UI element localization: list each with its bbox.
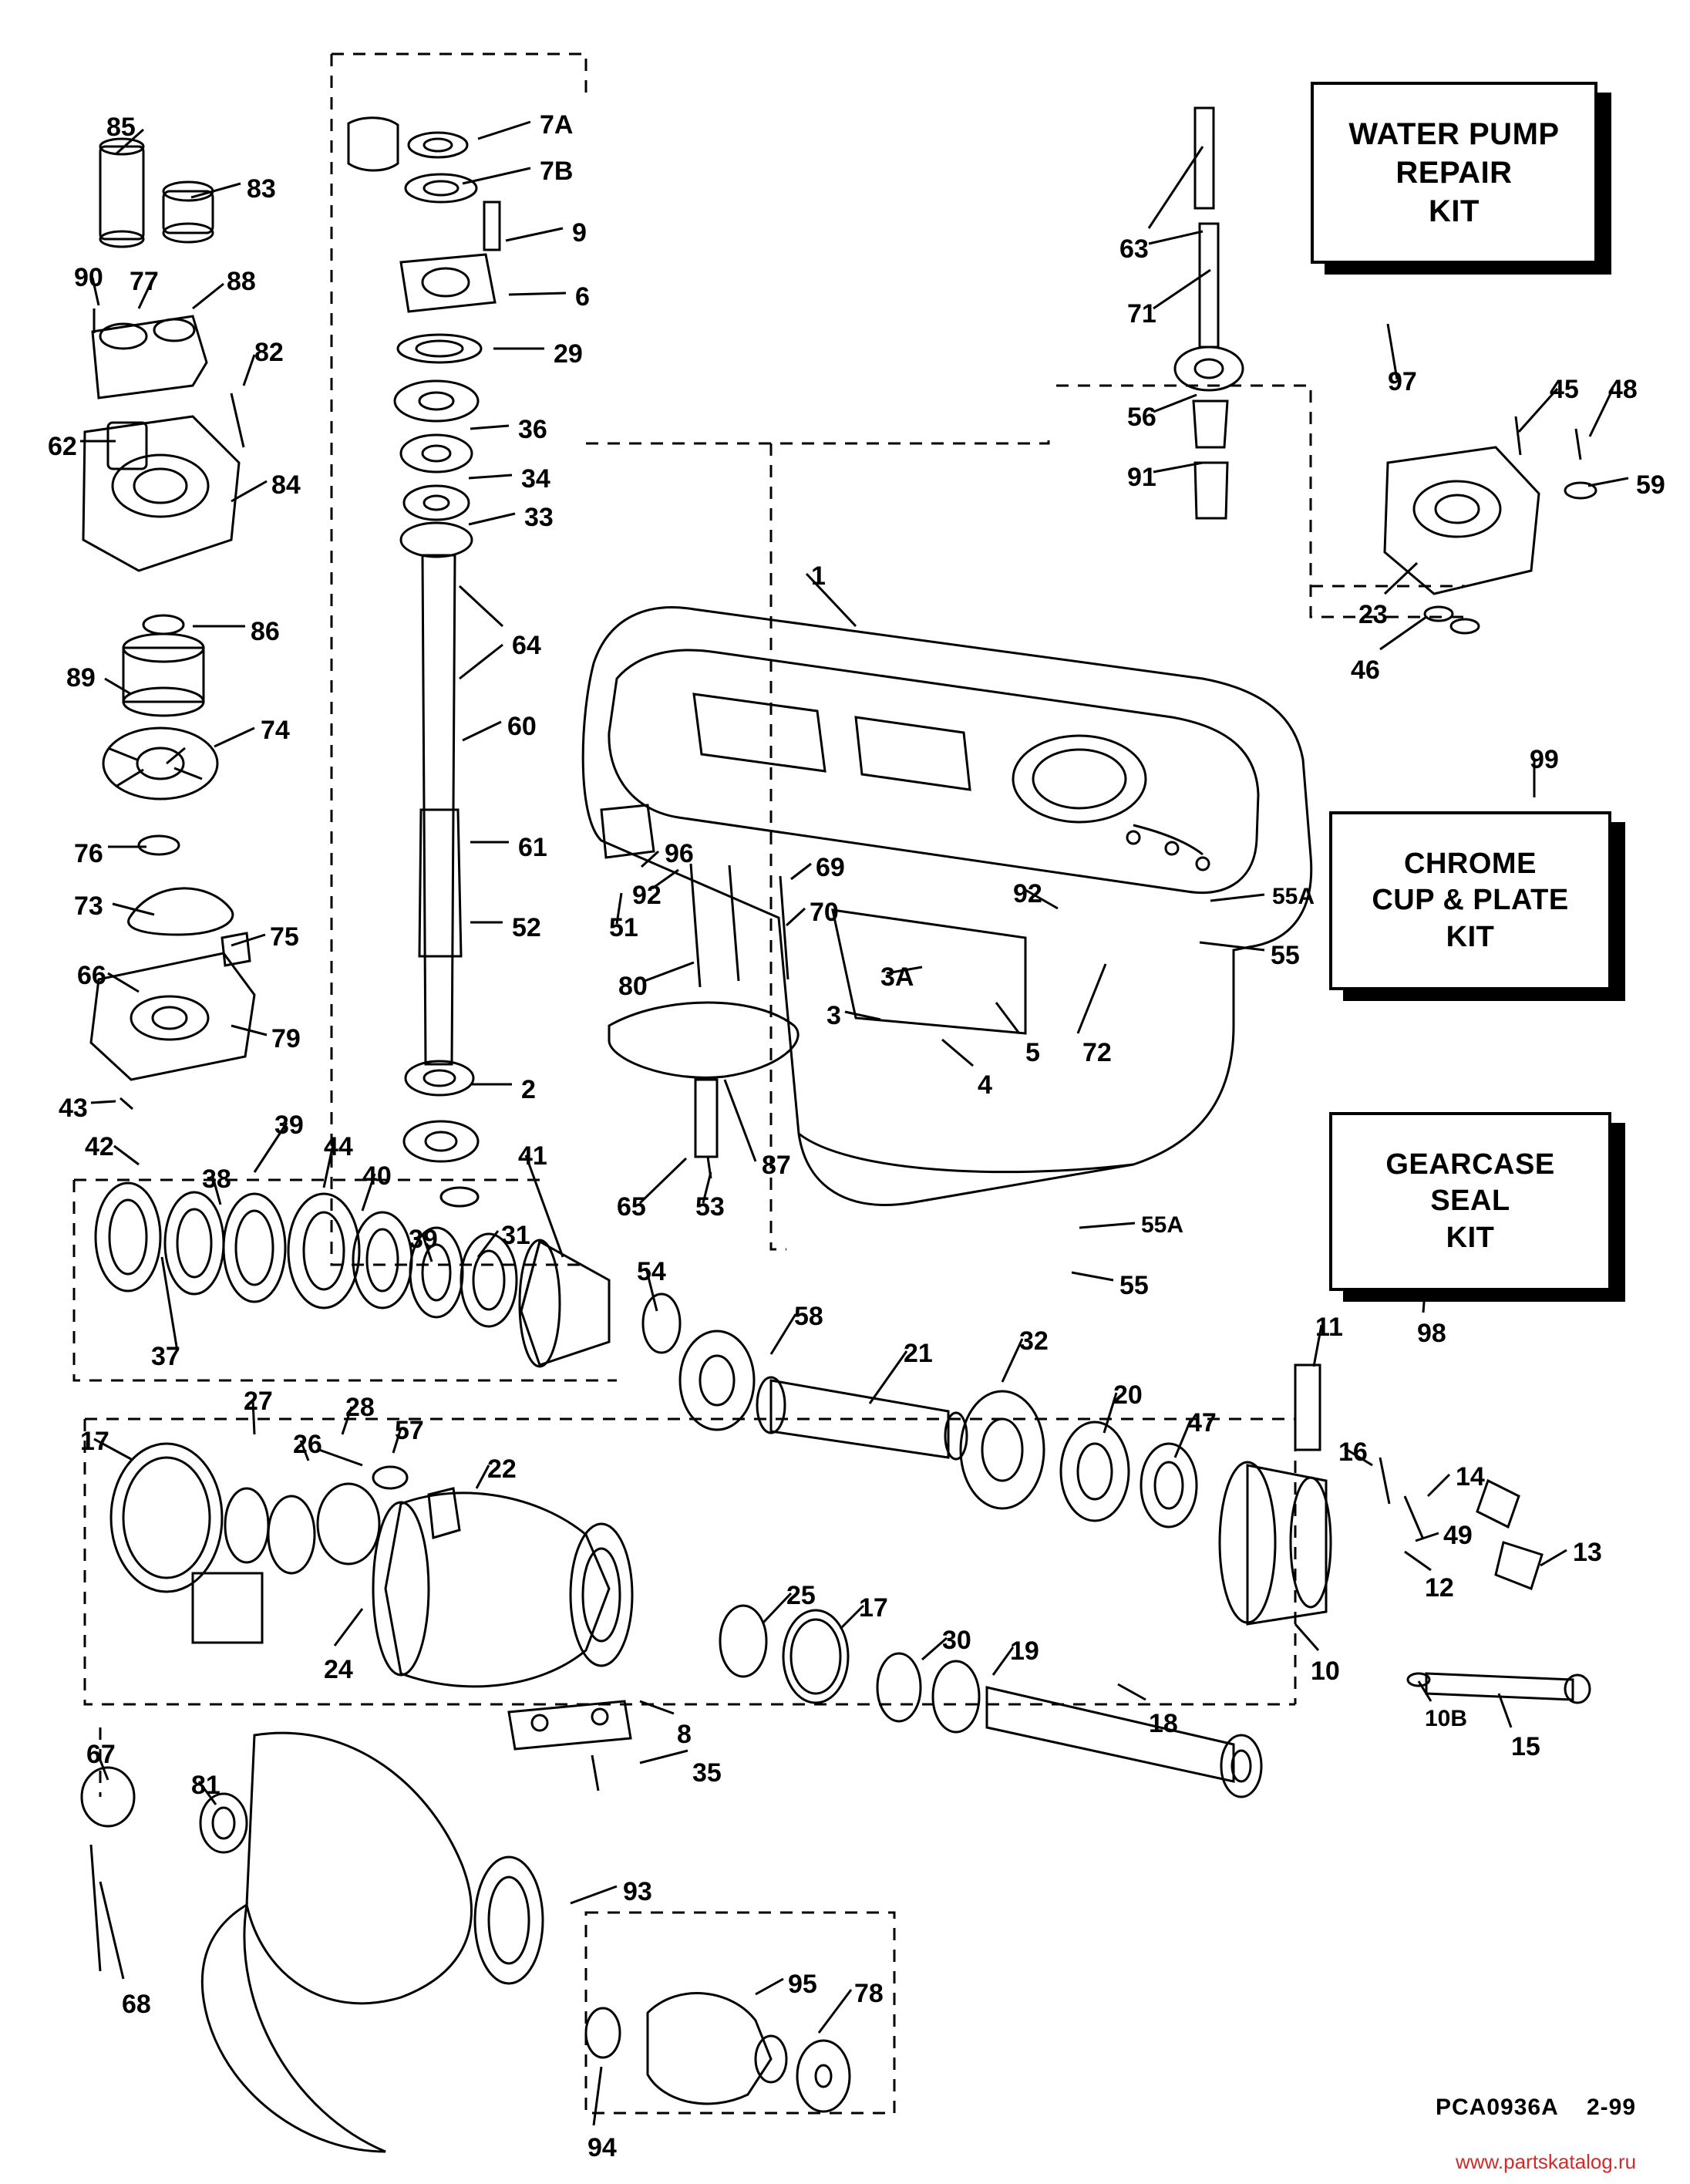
callout-17: 17 [80, 1427, 109, 1456]
callout-46: 46 [1351, 656, 1380, 685]
watermark: www.partskatalog.ru [1456, 2150, 1637, 2173]
callout-44: 44 [324, 1132, 353, 1161]
callout-49: 49 [1443, 1521, 1473, 1550]
kit-line: KIT [1429, 194, 1480, 228]
callout-39: 39 [409, 1225, 438, 1254]
callout-62: 62 [48, 432, 77, 461]
drawing-date: 2-99 [1587, 2095, 1637, 2120]
callout-55a: 55A [1141, 1212, 1184, 1238]
callout-54: 54 [637, 1257, 666, 1286]
callout-32: 32 [1019, 1326, 1049, 1356]
water-pump-repair-kit-box [1311, 82, 1597, 264]
callout-53: 53 [695, 1192, 725, 1222]
callout-82: 82 [254, 338, 284, 367]
callout-59: 59 [1636, 470, 1665, 500]
callout-86: 86 [251, 617, 280, 646]
callout-13: 13 [1573, 1538, 1602, 1567]
callout-7a: 7A [540, 110, 574, 140]
callout-27: 27 [244, 1387, 273, 1416]
callout-45: 45 [1550, 375, 1579, 404]
callout-73: 73 [74, 891, 103, 921]
drawing-code: PCA0936A [1436, 2095, 1559, 2120]
kit-line: KIT [1446, 920, 1495, 953]
callout-26: 26 [293, 1430, 322, 1459]
callout-7b: 7B [540, 157, 574, 186]
callout-94: 94 [587, 2133, 617, 2162]
callout-84: 84 [271, 470, 301, 500]
callout-5: 5 [1025, 1038, 1040, 1067]
callout-72: 72 [1082, 1038, 1112, 1067]
callout-89: 89 [66, 663, 96, 693]
callout-11: 11 [1315, 1313, 1343, 1342]
callout-6: 6 [575, 282, 590, 312]
callout-85: 85 [106, 113, 136, 142]
callout-75: 75 [270, 922, 299, 952]
kit-line: CUP & PLATE [1372, 884, 1569, 917]
callout-36: 36 [518, 415, 547, 444]
callout-3: 3 [826, 1001, 841, 1030]
callout-71: 71 [1127, 299, 1156, 329]
callout-93: 93 [623, 1877, 652, 1906]
callout-56: 56 [1127, 403, 1156, 432]
callout-2: 2 [521, 1075, 536, 1104]
callout-47: 47 [1187, 1408, 1217, 1437]
callout-74: 74 [261, 716, 290, 745]
callout-80: 80 [618, 972, 648, 1001]
kit-line: GEARCASE [1385, 1148, 1555, 1181]
kit-line: WATER PUMP [1348, 117, 1560, 151]
callout-9: 9 [572, 218, 587, 248]
callout-21: 21 [904, 1339, 933, 1368]
callout-40: 40 [362, 1161, 392, 1191]
callout-24: 24 [324, 1655, 353, 1684]
callout-10b: 10B [1425, 1706, 1468, 1731]
callout-12: 12 [1425, 1573, 1454, 1603]
callout-95: 95 [788, 1970, 817, 1999]
callout-55a: 55A [1272, 884, 1315, 909]
callout-79: 79 [271, 1024, 301, 1053]
callout-97: 97 [1388, 367, 1417, 396]
callout-34: 34 [521, 464, 550, 494]
callout-76: 76 [74, 839, 103, 868]
callout-70: 70 [810, 898, 839, 927]
callout-3a: 3A [880, 962, 914, 992]
callout-57: 57 [395, 1416, 424, 1445]
callout-55: 55 [1119, 1271, 1149, 1300]
callout-83: 83 [247, 174, 276, 204]
callout-17: 17 [859, 1593, 888, 1623]
callout-58: 58 [794, 1302, 823, 1331]
callout-81: 81 [191, 1771, 221, 1800]
callout-42: 42 [85, 1132, 114, 1161]
callout-52: 52 [512, 913, 541, 942]
callout-99: 99 [1530, 745, 1559, 774]
callout-18: 18 [1149, 1709, 1178, 1738]
callout-66: 66 [77, 961, 106, 990]
callout-87: 87 [762, 1151, 791, 1180]
gearcase-seal-kit-box [1329, 1112, 1611, 1291]
callout-33: 33 [524, 503, 554, 532]
callout-15: 15 [1511, 1732, 1540, 1761]
callout-10: 10 [1311, 1657, 1340, 1686]
kit-line: KIT [1446, 1221, 1495, 1254]
callout-30: 30 [942, 1626, 971, 1655]
callout-43: 43 [59, 1094, 88, 1123]
callout-90: 90 [74, 263, 103, 292]
callout-69: 69 [816, 853, 845, 882]
callout-92: 92 [1013, 879, 1042, 908]
callout-22: 22 [487, 1454, 517, 1484]
callout-38: 38 [202, 1164, 231, 1194]
callout-48: 48 [1608, 375, 1638, 404]
callout-98: 98 [1417, 1319, 1446, 1348]
callout-64: 64 [512, 631, 541, 660]
callout-63: 63 [1119, 234, 1149, 264]
callout-29: 29 [554, 339, 583, 369]
callout-60: 60 [507, 712, 537, 741]
callout-65: 65 [617, 1192, 646, 1222]
callout-39: 39 [274, 1111, 304, 1140]
kit-line: CHROME [1404, 847, 1537, 880]
kit-line: SEAL [1430, 1185, 1510, 1218]
callout-67: 67 [86, 1740, 116, 1769]
callout-91: 91 [1127, 463, 1156, 492]
callout-61: 61 [518, 833, 547, 862]
callout-55: 55 [1271, 941, 1300, 970]
callout-4: 4 [978, 1070, 992, 1100]
callout-25: 25 [786, 1581, 816, 1610]
callout-20: 20 [1113, 1380, 1143, 1410]
kit-line: REPAIR [1395, 156, 1513, 190]
callout-68: 68 [122, 1990, 151, 2019]
callout-31: 31 [501, 1221, 530, 1250]
callout-1: 1 [811, 561, 826, 591]
callout-41: 41 [518, 1141, 547, 1171]
callout-37: 37 [151, 1342, 180, 1371]
callout-51: 51 [609, 913, 638, 942]
callout-16: 16 [1338, 1437, 1368, 1467]
callout-19: 19 [1010, 1636, 1039, 1666]
callout-35: 35 [692, 1758, 722, 1788]
callout-77: 77 [130, 267, 159, 296]
callout-28: 28 [345, 1393, 375, 1422]
callout-92: 92 [632, 881, 662, 910]
callout-78: 78 [854, 1979, 884, 2008]
callout-23: 23 [1358, 600, 1388, 629]
callout-8: 8 [677, 1720, 692, 1749]
callout-88: 88 [227, 267, 256, 296]
chrome-cup-and-plate-kit-box [1329, 811, 1611, 990]
callout-14: 14 [1456, 1462, 1485, 1491]
callout-96: 96 [665, 839, 694, 868]
